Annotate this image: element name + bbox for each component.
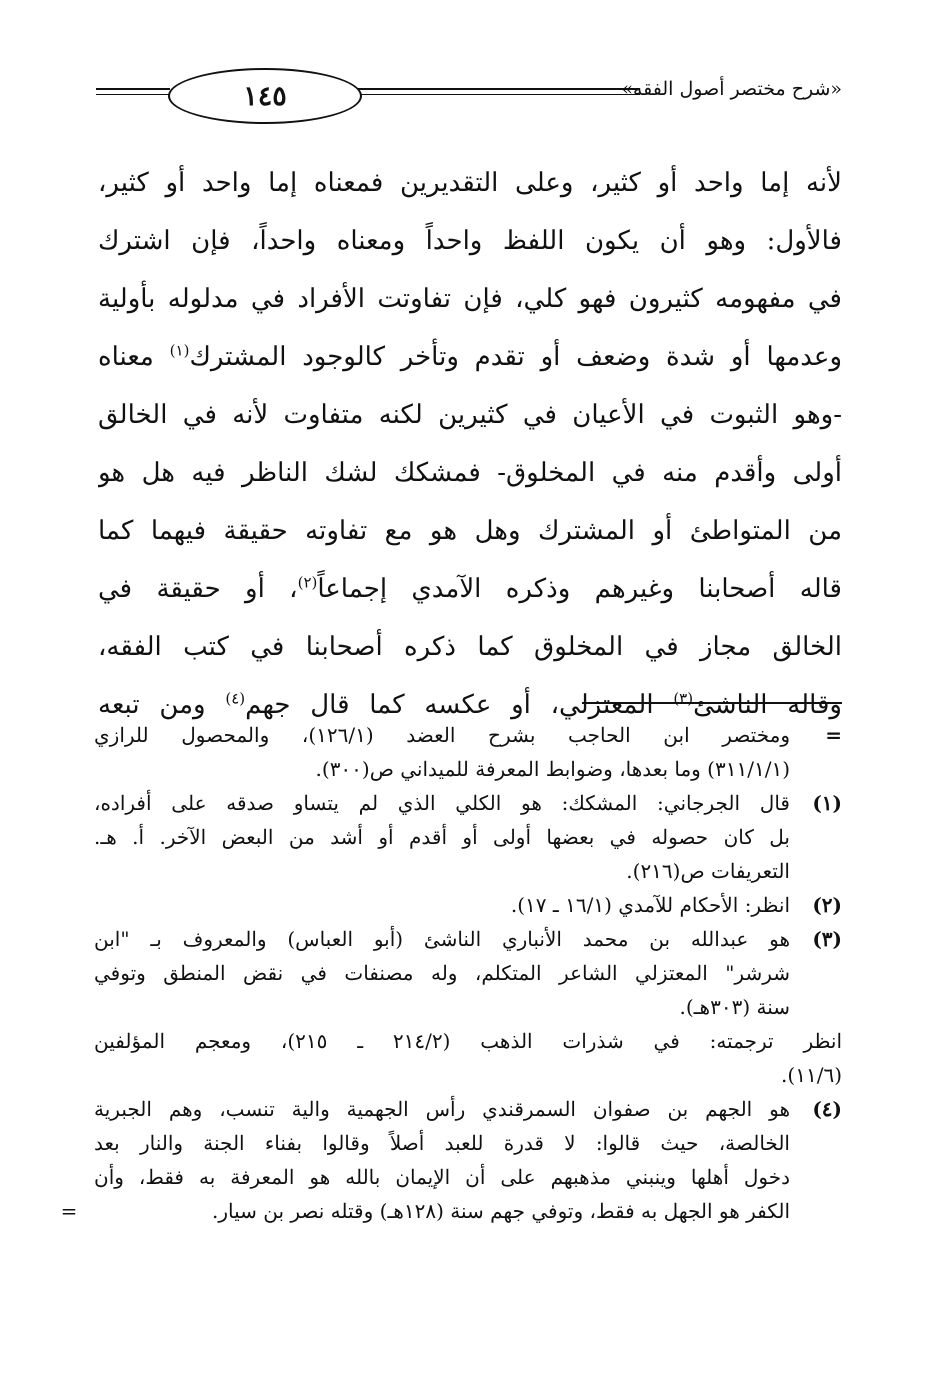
header-rule-right-top — [358, 88, 640, 90]
footnote-1 — [54, 786, 842, 888]
page-number: ١٤٥ — [243, 80, 287, 112]
text-line: قاله أصحابنا وغيرهم وذكره الآمدي إجماعاً$^{(٢)}$، أو حقيقة في — [98, 573, 842, 604]
footnote-line: ومختصر ابن الحاجب بشرح العضد (١٢٦/١)، والمحصول للرازي — [94, 723, 790, 747]
page-header — [96, 66, 842, 126]
text-line: الخالق مجاز في المخلوق كما ذكره أصحابنا في كتب الفقه، — [98, 632, 842, 662]
main-text — [98, 154, 842, 734]
footnote-3-continued — [54, 1024, 842, 1092]
footnote-ref-1[interactable]: (١) — [169, 341, 190, 360]
text-line: لأنه إما واحد أو كثير، وعلى التقديرين فمعناه إما واحد أو كثير، — [98, 168, 842, 198]
footnote-ref-3[interactable]: (٣) — [673, 689, 694, 708]
footnote-line: التعريفات ص(٢١٦). — [626, 859, 790, 883]
footnote-line: هو عبدالله بن محمد الأنباري الناشئ (أبو العباس) والمعروف بـ "ابن — [94, 927, 790, 951]
footnote-line: سنة (٣٠٣هـ). — [679, 995, 790, 1019]
footnote-line: انظر ترجمته: في شذرات الذهب (٢١٤/٢ ـ ٢١٥)، ومعجم المؤلفين — [94, 1029, 842, 1053]
footnote-line: دخول أهلها وينبني مذهبهم على أن الإيمان بالله هو المعرفة به فقط، وأن — [94, 1165, 790, 1189]
footnote-mark: (٢) — [812, 893, 842, 917]
footnote-line: (٣١١/١/١) وما بعدها، وضوابط المعرفة للميداني ص(٣٠٠). — [315, 757, 790, 781]
footnotes — [54, 718, 842, 1228]
text-line: من المتواطئ أو المشترك وهل هو مع تفاوته حقيقة فيهما كما — [98, 516, 842, 546]
footnote-mark: (٣) — [812, 927, 842, 951]
continuation-mark: = — [60, 1199, 78, 1223]
footnote-ref-4[interactable]: (٤) — [225, 689, 246, 708]
footnote-mark: = — [825, 723, 842, 747]
text-line: في مفهومه كثيرون فهو كلي، فإن تفاوتت الأفراد في مدلوله بأولية — [98, 284, 842, 314]
header-rule-left-top — [96, 88, 170, 90]
footnote-line: بل كان حصوله في بعضها أولى أو أقدم أو أشد من البعض الآخر. أ. هـ. — [94, 825, 790, 849]
footnote-line: الكفر هو الجهل به فقط، وتوفي جهم سنة (١٢٨هـ) وقتله نصر بن سيار. — [211, 1199, 790, 1223]
footnote-4 — [54, 1092, 842, 1228]
footnote-ref-2[interactable]: (٢) — [297, 573, 318, 592]
footnote-continued — [54, 718, 842, 786]
footnote-mark: (١) — [812, 791, 842, 815]
footnote-line: قال الجرجاني: المشكك: هو الكلي الذي لم يتساو صدقه على أفراده، — [94, 791, 790, 815]
page-number-oval — [168, 68, 362, 124]
text-line: أولى وأقدم منه في المخلوق- فمشكك لشك الناظر فيه هل هو — [98, 458, 842, 488]
running-title: «شرح مختصر أصول الفقه» — [621, 78, 842, 100]
footnote-line: انظر: الأحكام للآمدي (١٦/١ ـ ١٧). — [510, 893, 790, 917]
header-rule-right-bottom — [358, 94, 640, 95]
text-line: وقاله الناشئ$^{(٣)}$ المعتزلي، أو عكسه كما قال جهم$^{(٤)}$ ومن تبعه — [98, 689, 842, 720]
footnote-3 — [54, 922, 842, 1024]
footnote-line: الخالصة، حيث قالوا: لا قدرة للعبد أصلاً وقالوا بفناء الجنة والنار بعد — [94, 1131, 790, 1155]
header-rule-left-bottom — [96, 94, 170, 95]
text-line: -وهو الثبوت في الأعيان في كثيرين لكنه متفاوت لأنه في الخالق — [98, 400, 842, 430]
footnote-2 — [54, 888, 842, 922]
text-line: وعدمها أو شدة وضعف أو تقدم وتأخر كالوجود المشترك$^{(١)}$ معناه — [98, 341, 842, 372]
footnote-line: (١١/٦). — [781, 1063, 842, 1087]
footnote-separator — [582, 702, 842, 704]
footnote-mark: (٤) — [812, 1097, 842, 1121]
footnote-line: هو الجهم بن صفوان السمرقندي رأس الجهمية والية تنسب، وهم الجبرية — [94, 1097, 790, 1121]
footnote-line: شرشر" المعتزلي الشاعر المتكلم، وله مصنفات في نقض المنطق وتوفي — [94, 961, 790, 985]
text-line: فالأول: وهو أن يكون اللفظ واحداً ومعناه واحداً، فإن اشترك — [98, 226, 842, 256]
